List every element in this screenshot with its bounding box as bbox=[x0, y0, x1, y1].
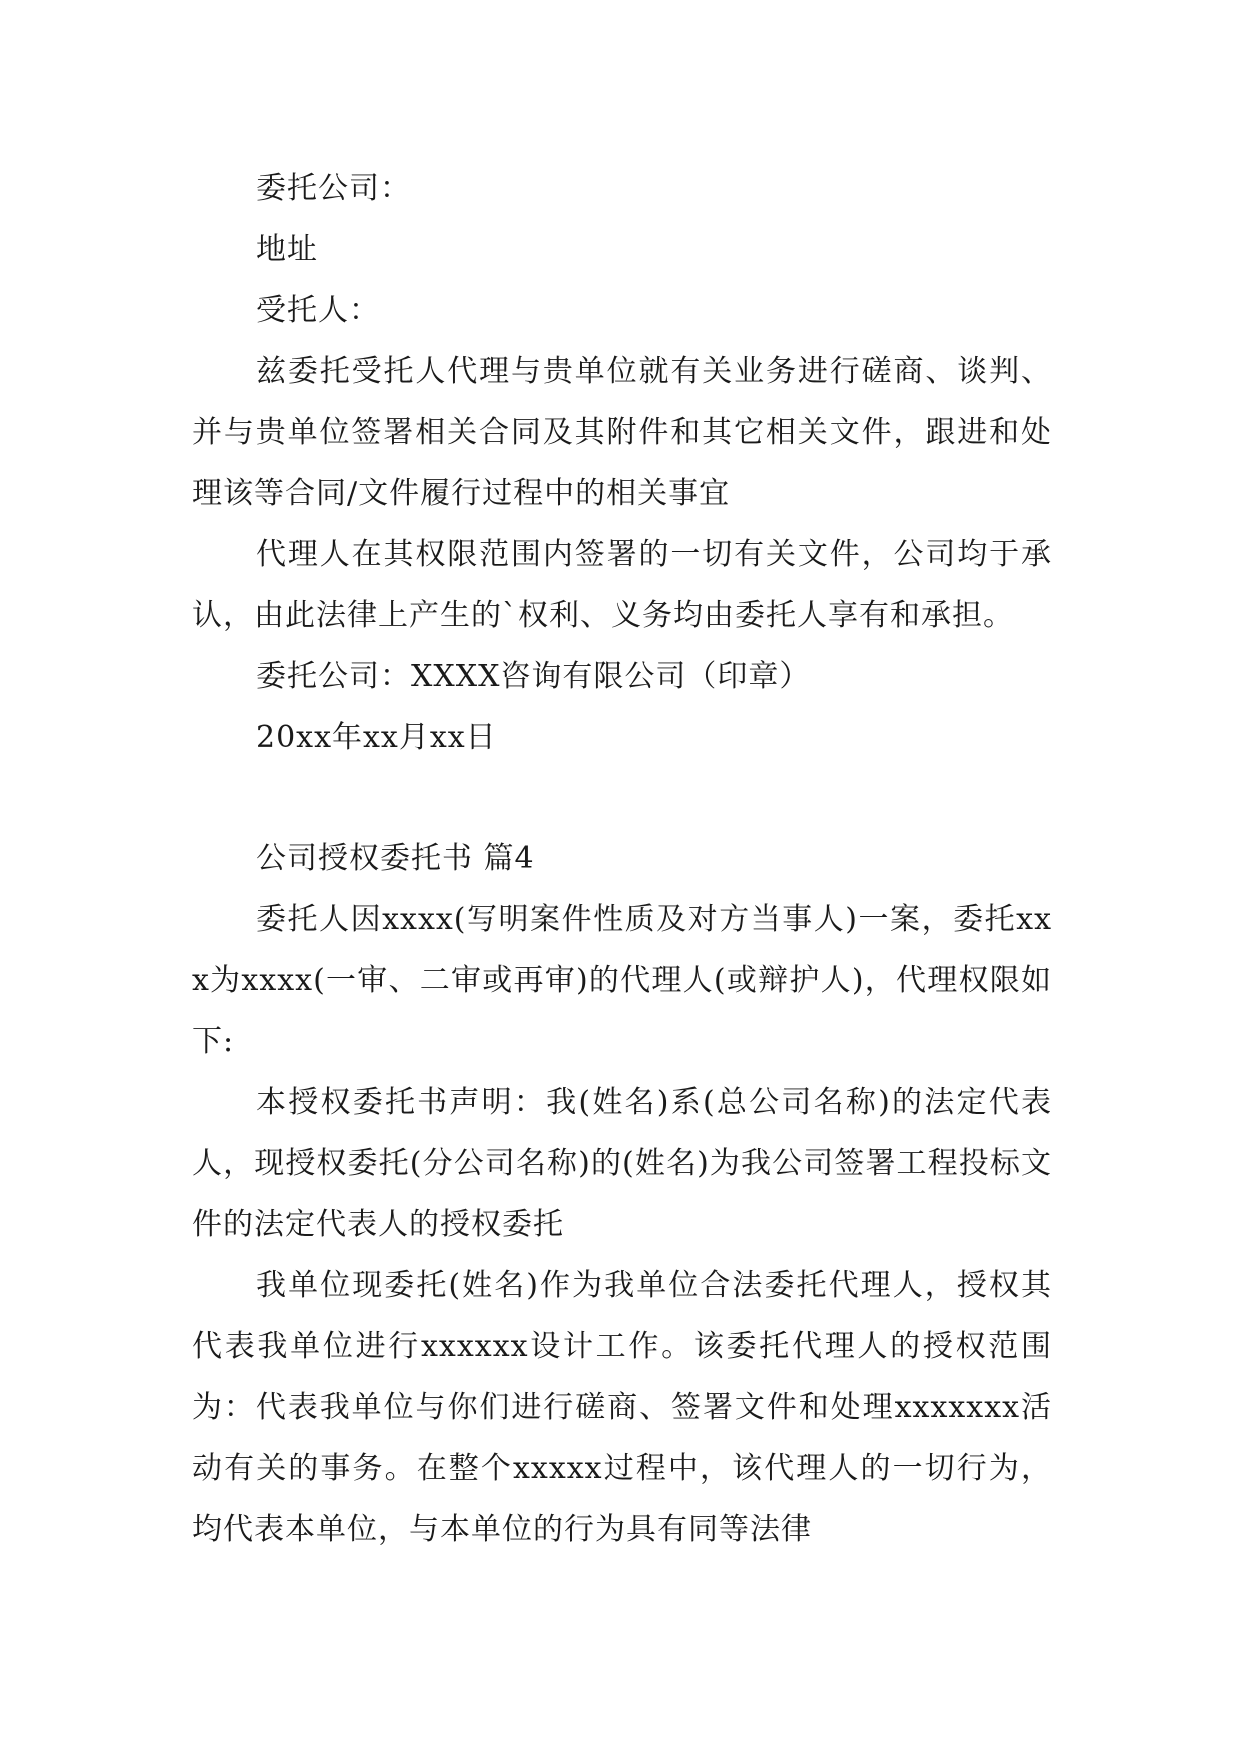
address-line: 地址 bbox=[256, 232, 318, 267]
document-body bbox=[192, 158, 1052, 1560]
company-seal-line: 委托公司：XXXX咨询有限公司（印章） bbox=[256, 659, 811, 694]
case-entrustment-paragraph: 委托人因xxxx(写明案件性质及对方当事人)一案，委托xxx为xxxx(一审、二审或再审)的代理人(或辩护人)，代理权限如下: bbox=[192, 902, 1052, 1059]
authorization-paragraph: 兹委托受托人代理与贵单位就有关业务进行磋商、谈判、并与贵单位签署相关合同及其附件和其它相关文件，跟进和处理该等合同/文件履行过程中的相关事宜 bbox=[192, 354, 1052, 511]
date-line: 20xx年xx月xx日 bbox=[256, 720, 497, 755]
section-gap bbox=[192, 768, 1052, 828]
agent-scope-paragraph: 代理人在其权限范围内签署的一切有关文件，公司均于承认，由此法律上产生的`权利、义务均由委托人享有和承担。 bbox=[192, 537, 1052, 633]
delegation-paragraph: 我单位现委托(姓名)作为我单位合法委托代理人，授权其代表我单位进行xxxxxx设计工作。该委托代理人的授权范围为：代表我单位与你们进行磋商、签署文件和处理xxxxxxx活动有关的事务。在整个xxxxx过程中，该代理人的一切行为，均代表本单位，与本单位的行为具有同等法律 bbox=[192, 1268, 1052, 1547]
section-heading: 公司授权委托书 篇4 bbox=[256, 841, 535, 876]
trustee-line: 受托人： bbox=[256, 293, 380, 328]
declaration-paragraph: 本授权委托书声明：我(姓名)系(总公司名称)的法定代表人，现授权委托(分公司名称)的(姓名)为我公司签署工程投标文件的法定代表人的授权委托 bbox=[192, 1085, 1052, 1242]
entrusting-company-line: 委托公司： bbox=[256, 171, 411, 206]
